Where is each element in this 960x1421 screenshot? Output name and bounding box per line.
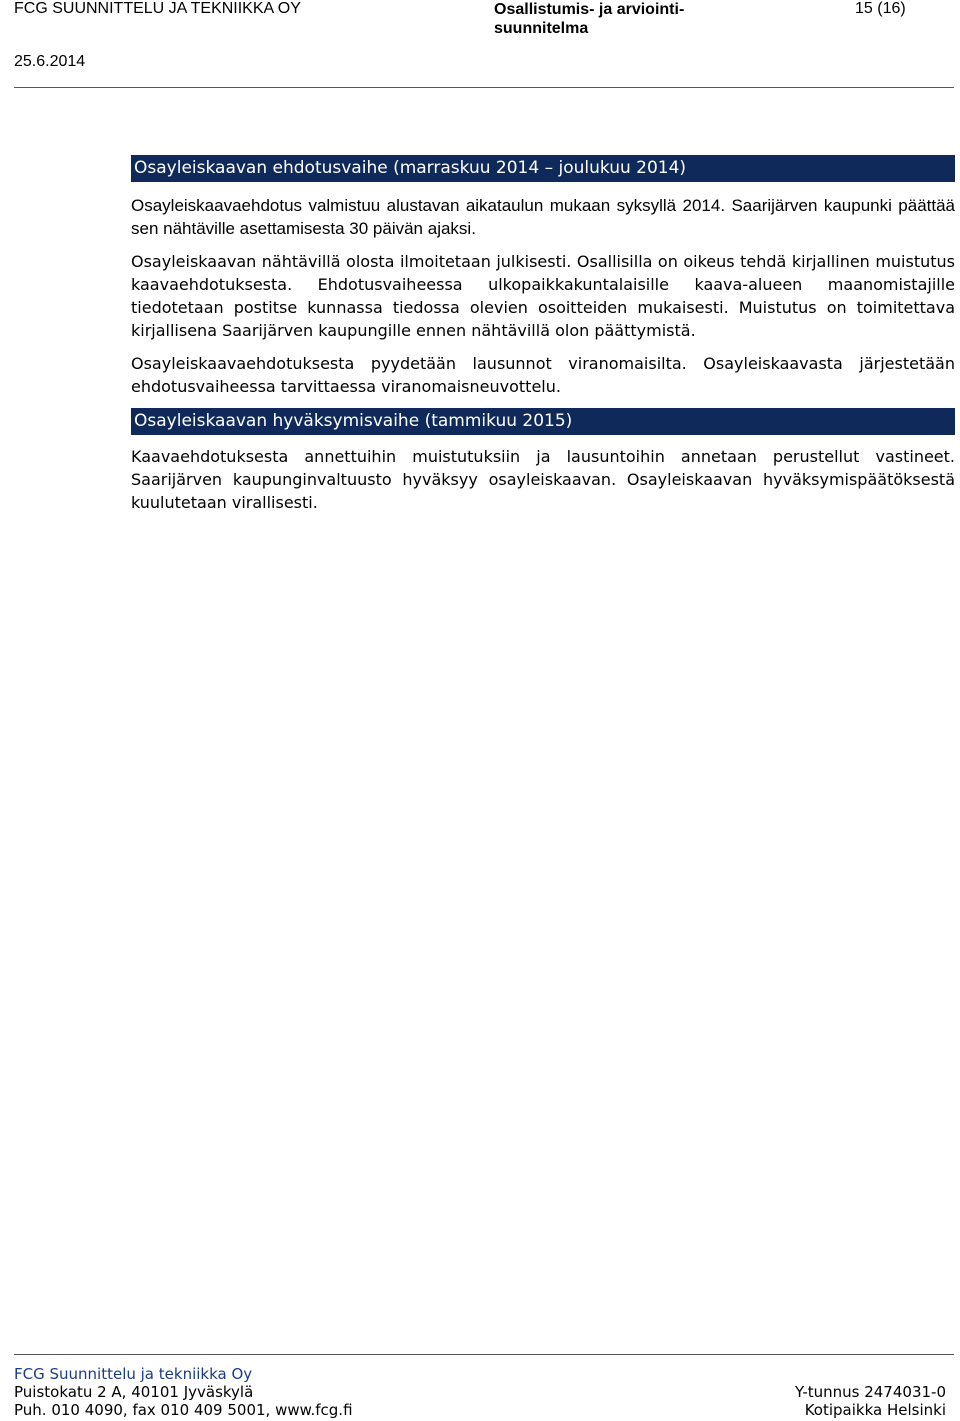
footer-domicile: Kotipaikka Helsinki bbox=[804, 1401, 946, 1419]
header-divider bbox=[14, 87, 954, 88]
header-page-number: 15 (16) bbox=[855, 0, 906, 17]
section-heading-ehdotusvaihe: Osayleiskaavan ehdotusvaihe (marraskuu 2014 – joulukuu 2014) bbox=[131, 155, 955, 182]
main-content bbox=[131, 155, 955, 514]
footer-company: FCG Suunnittelu ja tekniikka Oy bbox=[14, 1365, 253, 1383]
section-heading-hyvaksymisvaihe: Osayleiskaavan hyväksymisvaihe (tammikuu 2015) bbox=[131, 408, 955, 435]
header-company: FCG SUUNNITTELU JA TEKNIIKKA OY bbox=[14, 0, 301, 17]
footer-divider bbox=[14, 1354, 954, 1355]
footer-contact: Puh. 010 4090, fax 010 409 5001, www.fcg.fi bbox=[14, 1401, 353, 1419]
header-date: 25.6.2014 bbox=[14, 53, 86, 70]
footer-address: Puistokatu 2 A, 40101 Jyväskylä bbox=[14, 1383, 254, 1401]
page-header bbox=[0, 0, 960, 80]
page-footer bbox=[14, 1354, 954, 1419]
footer-business-id: Y-tunnus 2474031-0 bbox=[794, 1383, 946, 1401]
paragraph: Kaavaehdotuksesta annettuihin muistutuksiin ja lausuntoihin annetaan perustellut vastineet. Saarijärven kaupunginvaltuusto hyväksyy osayleiskaavan. Osayleiskaavan hyväksymispäätöksestä kuulutetaan virallisesti. bbox=[131, 447, 955, 512]
paragraph: Osayleiskaavan nähtävillä olosta ilmoitetaan julkisesti. Osallisilla on oikeus tehdä kirjallinen muistutus kaavaehdotuksesta. Ehdotusvaiheessa ulkopaikkakuntalaisille kaava-alueen maanomistajille tiedotetaan postitse kunnassa tiedossa olevien osoitteiden mukaisesti. Muistutus on toimitettava kirjallisena Saarijärven kaupungille ennen nähtävillä olon päättymistä. bbox=[131, 252, 955, 340]
header-document-title: Osallistumis- ja arviointi-suunnitelma bbox=[494, 1, 685, 37]
paragraph: Osayleiskaavaehdotuksesta pyydetään lausunnot viranomaisilta. Osayleiskaavasta järjestetään ehdotusvaiheessa tarvittaessa viranomaisneuvottelu. bbox=[131, 354, 955, 396]
paragraph: Osayleiskaavaehdotus valmistuu alustavan aikataulun mukaan syksyllä 2014. Saarijärven kaupunki päättää sen nähtäville asettamisesta 30 päivän ajaksi. bbox=[131, 196, 955, 238]
